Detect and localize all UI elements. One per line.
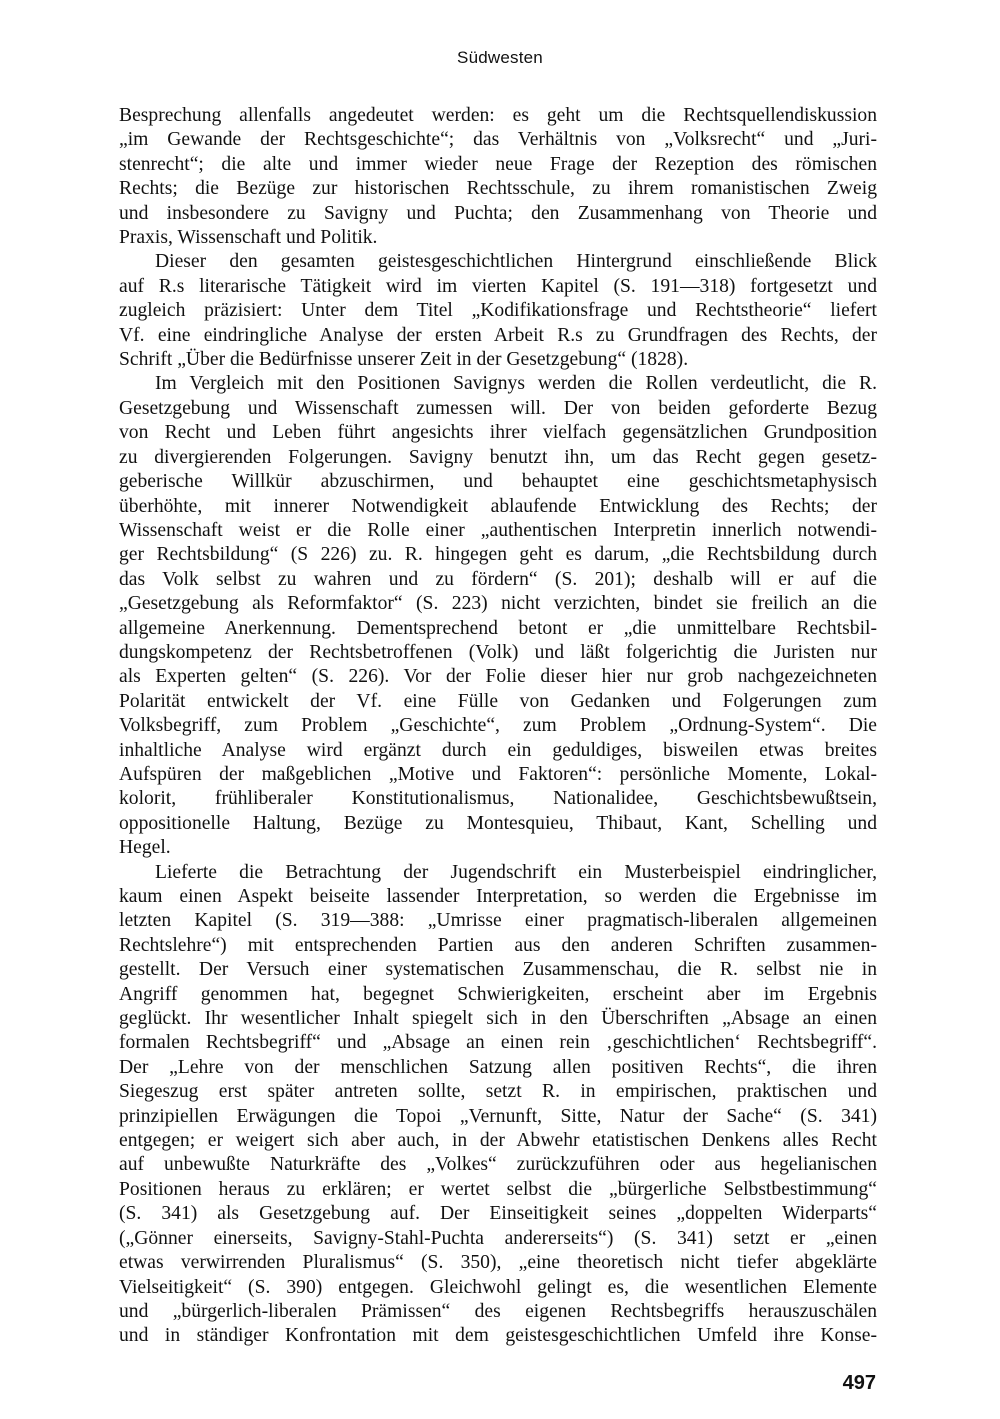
- text-line: letzten Kapitel (S. 319—388: „Umrisse einer pragmatisch-liberalen allgemeinen: [119, 910, 877, 932]
- text-line: entgegen; er weigert sich aber auch, in der Abwehr etatistischen Denkens alles Recht: [119, 1130, 877, 1152]
- text-line: Volksbegriff, zum Problem „Geschichte“, zum Problem „Ordnung-System“. Die: [119, 715, 877, 737]
- page-number: 497: [842, 1372, 876, 1394]
- text-line: als Experten gelten“ (S. 226). Vor der Folie dieser hier nur grob nachgezeichneten: [119, 666, 877, 688]
- text-line: auf R.s literarische Tätigkeit wird im vierten Kapitel (S. 191—318) fortgesetzt und: [119, 275, 877, 297]
- text-line: formalen Rechtsbegriff“ und „Absage an einen rein ‚geschichtlichen‘ Rechtsbegriff“.: [119, 1032, 877, 1054]
- text-line: inhaltliche Analyse wird ergänzt durch ein geduldiges, bisweilen etwas breites: [119, 739, 877, 761]
- text-line: Dieser den gesamten geistesgeschichtlichen Hintergrund einschließende Blick: [155, 251, 877, 273]
- text-line: oppositionelle Haltung, Bezüge zu Montesquieu, Thibaut, Kant, Schelling und: [119, 812, 877, 834]
- text-line: zu divergierenden Folgerungen. Savigny benutzt ihn, um das Recht gegen gesetz-: [119, 446, 877, 468]
- text-line: auf unbewußte Naturkräfte des „Volkes“ zurückzuführen oder aus hegelianischen: [119, 1154, 877, 1176]
- text-line: gestellt. Der Versuch einer systematischen Zusammenschau, die R. selbst nie in: [119, 959, 877, 981]
- text-line: dungskompetenz der Rechtsbetroffenen (Volk) und läßt folgerichtig die Juristen nur: [119, 641, 877, 663]
- text-line: kaum einen Aspekt beiseite lassender Interpretation, so werden die Ergebnisse im: [119, 886, 877, 907]
- body-text: [119, 104, 877, 1349]
- text-line: stenrecht“; die alte und immer wieder neue Frage der Rezeption des römischen: [119, 153, 877, 175]
- text-line: allgemeine Anerkennung. Dementsprechend betont er „die unmittelbare Rechtsbil-: [119, 617, 877, 639]
- text-line: geberische Willkür abzuschirmen, und behauptet eine geschichtsmetaphysisch: [119, 471, 877, 493]
- text-line: „Gesetzgebung als Reformfaktor“ (S. 223) nicht verzichten, bindet sie freilich an die: [119, 593, 877, 615]
- text-line: Vielseitigkeit“ (S. 390) entgegen. Gleichwohl gelingt es, die wesentlichen Elemente: [119, 1276, 877, 1298]
- text-line: zugleich präzisiert: Unter dem Titel „Kodifikationsfrage und Rechtstheorie“ liefert: [119, 300, 877, 322]
- text-line: Positionen heraus zu erklären; er wertet selbst die „bürgerliche Selbstbestimmung“: [119, 1178, 877, 1200]
- text-line: („Gönner einerseits, Savigny-Stahl-Puchta andererseits“) (S. 341) setzt er „einen: [119, 1227, 877, 1249]
- text-line: Rechts; die Bezüge zur historischen Rechtsschule, zu ihrem romanistischen Zweig: [119, 178, 877, 200]
- text-line: Gesetzgebung und Wissenschaft zumessen will. Der von beiden geforderte Bezug: [119, 397, 877, 419]
- text-line: Polarität entwickelt der Vf. eine Fülle von Gedanken und Folgerungen zum: [119, 690, 877, 712]
- text-line: Im Vergleich mit den Positionen Savignys werden die Rollen verdeutlicht, die R.: [155, 373, 877, 395]
- text-line: Besprechung allenfalls angedeutet werden: es geht um die Rechtsquellendiskussion: [119, 105, 877, 126]
- text-line: Wissenschaft weist er die Rolle einer „authentischen Interpretin innerlich notwendi-: [119, 519, 877, 541]
- text-line: und „bürgerlich-liberalen Prämissen“ des eigenen Rechtsbegriffs herauszuschälen: [119, 1300, 877, 1322]
- text-line: überhöhte, mit innerer Notwendigkeit ablaufende Entwicklung des Rechts; der: [119, 495, 877, 517]
- text-line: Aufspüren der maßgeblichen „Motive und Faktoren“: persönliche Momente, Lokal-: [119, 763, 877, 785]
- text-line: Lieferte die Betrachtung der Jugendschrift ein Musterbeispiel eindringlicher,: [155, 861, 877, 883]
- text-line: (S. 341) als Gesetzgebung auf. Der Einseitigkeit seines „doppelten Widerparts“: [119, 1203, 877, 1225]
- text-line: „im Gewande der Rechtsgeschichte“; das Verhältnis von „Volksrecht“ und „Juri-: [119, 129, 877, 151]
- text-line: Vf. eine eindringliche Analyse der ersten Arbeit R.s zu Grundfragen des Rechts, der: [119, 324, 877, 346]
- text-line: Schrift „Über die Bedürfnisse unserer Zeit in der Gesetzgebung“ (1828).: [119, 349, 689, 371]
- text-line: von Recht und Leben führt angesichts ihrer vielfach gegensätzlichen Grundposition: [119, 422, 877, 444]
- text-line: und in ständiger Konfrontation mit dem geistesgeschichtlichen Umfeld ihre Konse-: [119, 1325, 877, 1347]
- text-line: Rechtslehre“) mit entsprechenden Partien aus den anderen Schriften zusammen-: [119, 934, 877, 956]
- text-line: und insbesondere zu Savigny und Puchta; den Zusammenhang von Theorie und: [119, 202, 877, 224]
- text-line: Praxis, Wissenschaft und Politik.: [119, 227, 378, 249]
- text-line: geglückt. Ihr wesentlicher Inhalt spiegelt sich in den Überschriften „Absage an einen: [119, 1008, 877, 1030]
- text-line: das Volk selbst zu wahren und zu fördern“ (S. 201); deshalb will er auf die: [119, 568, 877, 590]
- text-line: Siegeszug erst später antreten sollte, setzt R. in empirischen, praktischen und: [119, 1081, 877, 1103]
- text-line: Hegel.: [119, 837, 171, 859]
- text-line: kolorit, frühliberaler Konstitutionalismus, Nationalidee, Geschichtsbewußtsein,: [119, 788, 877, 810]
- text-line: Angriff genommen hat, begegnet Schwierigkeiten, erscheint aber im Ergebnis: [119, 983, 877, 1005]
- running-head: Südwesten: [457, 48, 543, 67]
- text-line: Der „Lehre von der menschlichen Satzung allen positiven Rechts“, die ihren: [119, 1056, 877, 1078]
- text-line: prinzipiellen Erwägungen die Topoi „Vernunft, Sitte, Natur der Sache“ (S. 341): [119, 1105, 877, 1127]
- text-line: etwas verwirrenden Pluralismus“ (S. 350), „eine theoretisch nicht tiefer abgeklärte: [119, 1252, 877, 1274]
- text-line: ger Rechtsbildung“ (S 226) zu. R. hingegen geht es darum, „die Rechtsbildung durch: [119, 544, 877, 566]
